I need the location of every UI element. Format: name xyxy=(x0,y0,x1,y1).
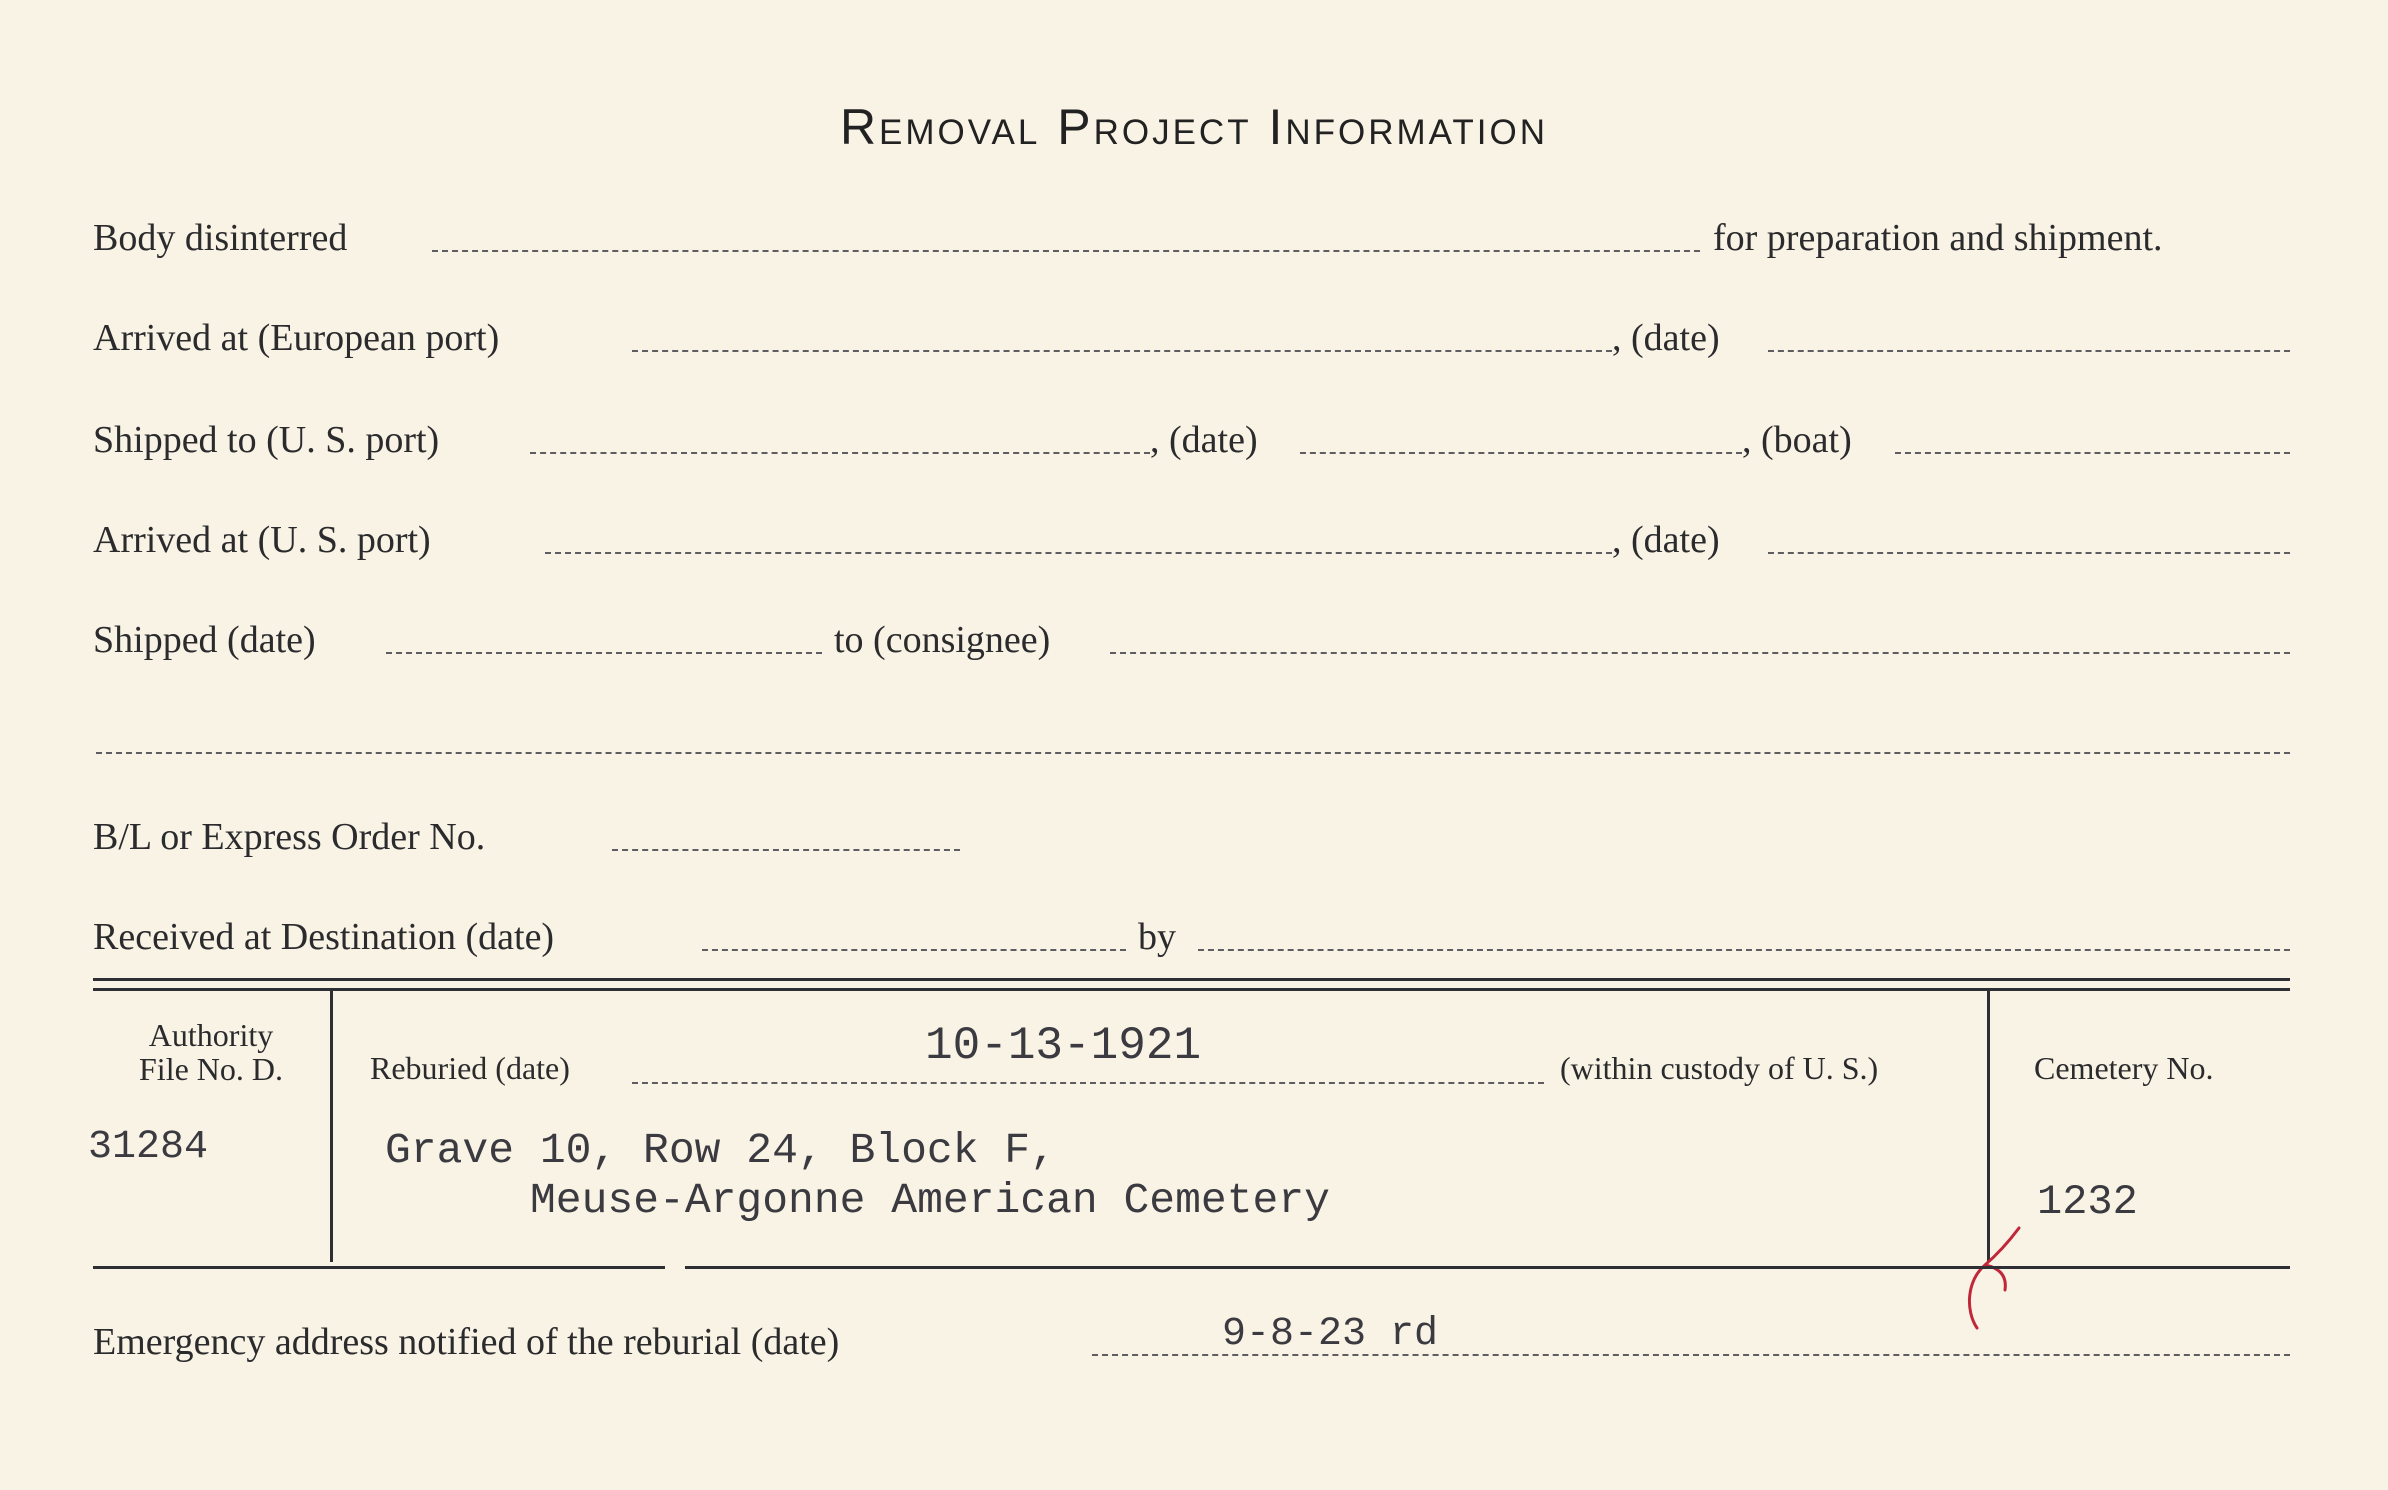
received-label: Received at Destination (date) xyxy=(93,916,555,958)
section-rule-bottom-a xyxy=(93,1266,665,1269)
authority-label: Authority xyxy=(148,1017,274,1053)
cemetery-number: 1232 xyxy=(2037,1178,2138,1226)
body-disinterred-field[interactable] xyxy=(432,250,1700,252)
authority-heading xyxy=(95,1018,327,1086)
emergency-date-value: 9-8-23 rd xyxy=(1222,1312,1439,1357)
reburied-label: Reburied (date) xyxy=(370,1050,570,1086)
arrived-us-date-field[interactable] xyxy=(1768,552,2290,554)
arrived-european-date-field[interactable] xyxy=(1768,350,2290,352)
body-disinterred-suffix: for preparation and shipment. xyxy=(1713,217,2163,259)
page-title: Removal Project Information xyxy=(839,99,1549,155)
shipped-date-label: Shipped (date) xyxy=(93,619,316,661)
shipped-us-boat-label: , (boat) xyxy=(1742,419,1852,461)
section-rule-top xyxy=(93,978,2290,981)
emergency-label: Emergency address notified of the reburial (date) xyxy=(93,1321,840,1363)
bl-order-label: B/L or Express Order No. xyxy=(93,816,486,858)
shipped-us-field[interactable] xyxy=(530,452,1150,454)
arrived-us-date-label: , (date) xyxy=(1612,519,1720,561)
arrived-european-label: Arrived at (European port) xyxy=(93,317,500,359)
received-by-field[interactable] xyxy=(1198,949,2290,951)
file-no-label: File No. D. xyxy=(139,1051,283,1087)
reburied-date-value: 10-13-1921 xyxy=(925,1020,1202,1072)
section-rule-bottom-b xyxy=(685,1266,2290,1269)
red-check-mark xyxy=(1955,1210,2035,1330)
consignee-label: to (consignee) xyxy=(834,619,1051,661)
consignee-continuation-field[interactable] xyxy=(96,752,2290,754)
arrived-us-label: Arrived at (U. S. port) xyxy=(93,519,431,561)
received-date-field[interactable] xyxy=(702,949,1126,951)
body-disinterred-label: Body disinterred xyxy=(93,217,348,259)
received-by-label: by xyxy=(1138,916,1176,958)
custody-label: (within custody of U. S.) xyxy=(1560,1050,1879,1086)
shipped-us-label: Shipped to (U. S. port) xyxy=(93,419,440,461)
grave-location-line1: Grave 10, Row 24, Block F, xyxy=(385,1126,1056,1175)
column-divider-left xyxy=(330,990,333,1262)
grave-location-line2: Meuse-Argonne American Cemetery xyxy=(530,1176,1330,1225)
shipped-us-date-field[interactable] xyxy=(1300,452,1742,454)
shipped-date-field[interactable] xyxy=(386,652,822,654)
arrived-us-field[interactable] xyxy=(545,552,1612,554)
consignee-field[interactable] xyxy=(1110,652,2290,654)
arrived-european-date-label: , (date) xyxy=(1612,317,1720,359)
shipped-us-date-label: , (date) xyxy=(1150,419,1258,461)
reburied-date-field[interactable] xyxy=(632,1082,1544,1084)
file-number: 31284 xyxy=(88,1125,209,1170)
shipped-us-boat-field[interactable] xyxy=(1895,452,2290,454)
cemetery-no-label: Cemetery No. xyxy=(2034,1050,2214,1086)
section-rule-top-2 xyxy=(93,988,2290,991)
bl-order-field[interactable] xyxy=(612,849,960,851)
arrived-european-field[interactable] xyxy=(632,350,1612,352)
